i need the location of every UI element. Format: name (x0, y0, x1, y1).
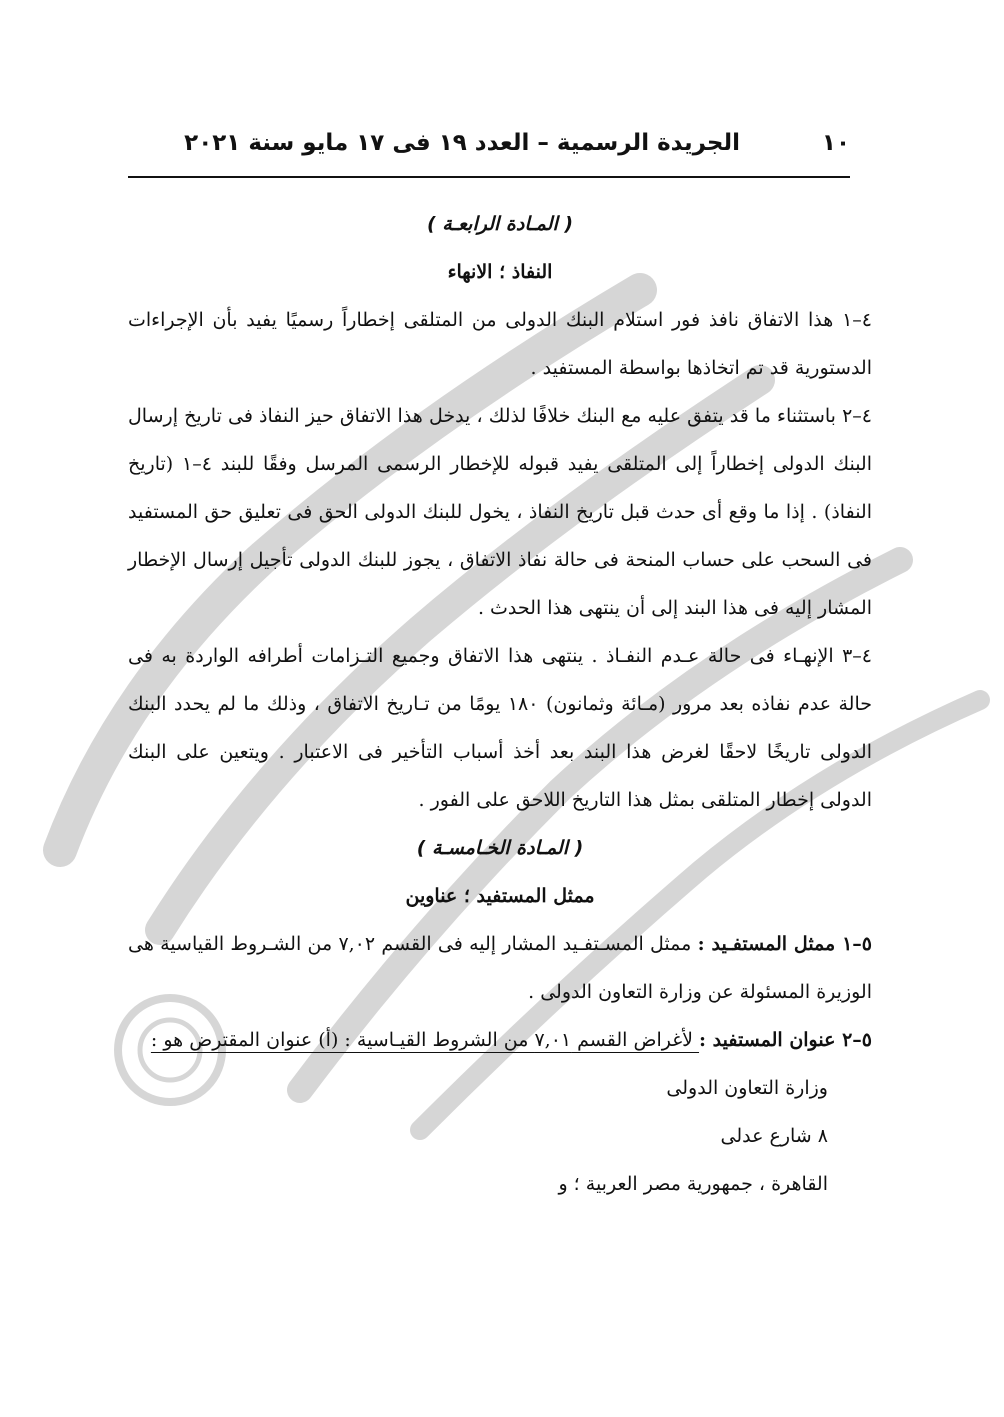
clause-4-2: ٤–٢ باستثناء ما قد يتفق عليه مع البنك خلافًا لذلك ، يدخل هذا الاتفاق حيز النفاذ فى تاريخ إرسال البنك الدولى إخطاراً إلى المتلقى يفيد قبوله للإخطار الرسمى المرسل وفقًا للبند ٤–١ (تاريخ النفاذ) . إذا ما وقع أى حدث قبل تاريخ النفاذ ، يخول للبنك الدولى الحق فى تعليق حق المستفيد فى السحب على حساب المنحة فى حالة نفاذ الاتفاق ، يجوز للبنك الدولى تأجيل إرسال الإخطار المشار إليه فى هذا البند إلى أن ينتهى هذا الحدث . (128, 405, 873, 619)
page-number: ١٠ (821, 130, 850, 156)
article-5-subtitle: ممثل المستفيد ؛ عناوين (405, 885, 595, 907)
clause-5-2 (128, 1016, 872, 1064)
document-body (128, 200, 872, 1208)
header-divider (128, 176, 850, 178)
page-header (128, 128, 850, 168)
clause-4-1: ٤–١ هذا الاتفاق نافذ فور استلام البنك الدولى من المتلقى إخطاراً رسميًا يفيد بأن الإجراءات الدستورية قد تم اتخاذها بواسطة المستفيد . (128, 309, 872, 379)
clause-5-2-text: لأغراض القسم ٧,٠١ من الشروط القيـاسية : (أ) عنوان المقترض هو : (150, 1029, 700, 1051)
article-4-subtitle: النفاذ ؛ الانهاء (447, 261, 553, 283)
article-4-title: ( المـادة الرابعـة ) (426, 213, 574, 235)
address-line-2: ٨ شارع عدلى (720, 1125, 828, 1147)
header-title: الجريدة الرسمية – العدد ١٩ فى ١٧ مايو سنة ٢٠٢١ (184, 130, 740, 156)
address-line-1: وزارة التعاون الدولى (666, 1077, 828, 1099)
clause-5-1 (128, 920, 872, 1016)
article-5-title: ( المـادة الخـامسـة ) (416, 837, 584, 859)
clause-4-3: ٤–٣ الإنهـاء فى حالة عـدم النفـاذ . ينتهى هذا الاتفاق وجميع التـزامات أطرافه الواردة به فى حالة عدم نفاذه بعد مرور (مـائة وثمانون) ١٨٠ يومًا من تـاريخ الاتفاق ، وذلك ما لم يحدد البنك الدولى تاريخًا لاحقًا لغرض هذا البند بعد أخذ أسباب التأخير فى الاعتبار . ويتعين على البنك الدولى إخطار المتلقى بمثل هذا التاريخ اللاحق على الفور . (128, 645, 873, 811)
address-line-3: القاهرة ، جمهورية مصر العربية ؛ و (558, 1173, 828, 1195)
clause-5-2-label: ٥–٢ عنوان المستفيد : (699, 1029, 872, 1051)
clause-5-1-label: ٥–١ ممثل المستفـيد : (697, 933, 872, 955)
clause-5-1-text: ممثل المسـتفـيد المشار إليه فى القسم ٧,٠٢ من الشـروط القياسية هى الوزيرة المسئولة عن وزارة التعاون الدولى . (128, 933, 872, 1003)
